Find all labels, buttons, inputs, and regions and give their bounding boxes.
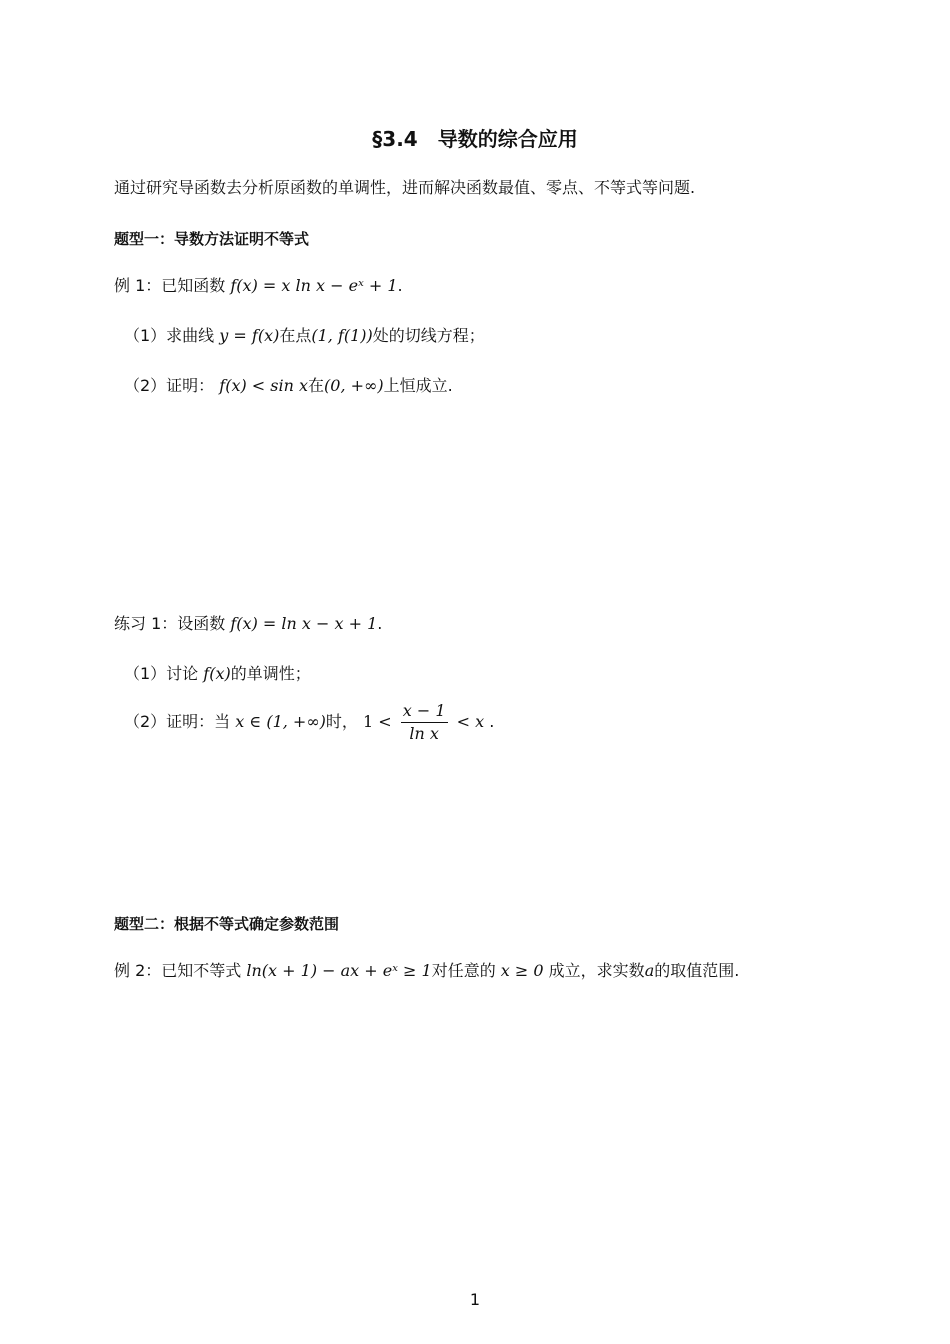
practice-part-1-suffix: 的单调性； — [230, 664, 311, 683]
practice-1-part-1 — [124, 662, 311, 686]
page-number: 1 — [469, 1290, 481, 1309]
part-1-mid: 在点 — [279, 326, 312, 345]
page-title: §3.4 导数的综合应用 — [372, 127, 578, 151]
example-2-label: 例 2：已知不等式 — [114, 961, 242, 980]
practice-1-label: 练习 1：设函数 — [114, 614, 226, 633]
example-1-part-2 — [124, 374, 453, 398]
practice-1-part-2 — [124, 700, 494, 745]
practice-part-2-formula: x ∈ (1, +∞) — [235, 712, 326, 731]
practice-part-1-formula: f(x) — [203, 664, 231, 683]
part-1-suffix: 处的切线方程； — [372, 326, 485, 345]
part-1-prefix: （1）求曲线 — [124, 326, 215, 345]
part-2-formula-2: (0, +∞) — [324, 376, 384, 395]
example-2-suffix: 的取值范围. — [654, 961, 740, 980]
section-heading-type1: 题型一：导数方法证明不等式 — [114, 230, 310, 248]
practice-1-statement — [114, 612, 382, 636]
fraction — [401, 700, 448, 745]
practice-part-2-end: . — [489, 712, 495, 731]
example-1-formula: f(x) = x ln x − eˣ + 1 — [230, 276, 398, 295]
example-1-part-1 — [124, 324, 485, 348]
example-2-formula-2: x ≥ 0 — [500, 961, 544, 980]
part-2-mid: 在 — [308, 376, 325, 395]
inequality-left: 1 < — [363, 712, 392, 731]
intro-paragraph: 通过研究导函数去分析原函数的单调性，进而解决函数最值、零点、不等式等问题. — [114, 178, 696, 197]
example-1-end: . — [397, 276, 403, 295]
part-2-formula-1: f(x) < sin x — [219, 376, 309, 395]
inequality-right: < x — [456, 712, 485, 731]
practice-1-formula: f(x) = ln x − x + 1 — [230, 614, 378, 633]
example-2-statement — [114, 959, 739, 983]
section-heading-type2: 题型二：根据不等式确定参数范围 — [114, 915, 340, 933]
fraction-denominator: ln x — [409, 724, 439, 743]
practice-part-2-prefix: （2）证明：当 — [124, 712, 231, 731]
example-2-formula: ln(x + 1) − ax + eˣ ≥ 1 — [246, 961, 432, 980]
example-2-mid-1: 对任意的 — [431, 961, 496, 980]
example-1-statement — [114, 274, 403, 298]
fraction-numerator: x − 1 — [401, 700, 448, 723]
part-1-formula-2: (1, f(1)) — [311, 326, 373, 345]
example-1-label: 例 1：已知函数 — [114, 276, 226, 295]
example-2-mid-2: 成立，求实数 — [548, 961, 645, 980]
practice-1-end: . — [377, 614, 383, 633]
part-2-suffix: 上恒成立. — [383, 376, 453, 395]
practice-part-2-mid: 时， — [325, 712, 358, 731]
part-2-prefix: （2）证明： — [124, 376, 215, 395]
practice-part-1-prefix: （1）讨论 — [124, 664, 199, 683]
part-1-formula-1: y = f(x) — [219, 326, 280, 345]
example-2-var: a — [644, 961, 655, 980]
